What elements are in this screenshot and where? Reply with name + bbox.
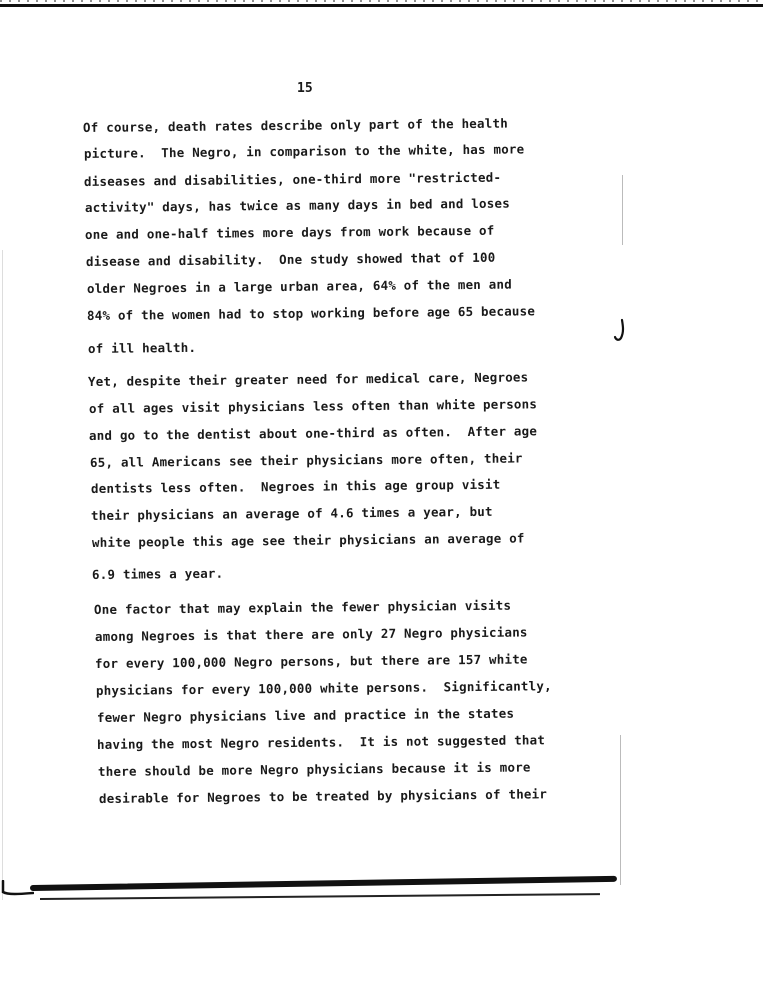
- text-line: there should be more Negro physicians because it is more: [97, 759, 531, 779]
- scan-artifact-line: [2, 250, 3, 900]
- page-number: 15: [297, 81, 313, 96]
- text-line: 6.9 times a year.: [91, 565, 224, 582]
- text-line: of ill health.: [87, 339, 197, 356]
- text-line: 65, all Americans see their physicians more often, their: [89, 450, 523, 470]
- text-line: among Negroes is that there are only 27 Negro physicians: [94, 624, 528, 644]
- bottom-left-hook-mark-icon: [0, 880, 34, 898]
- text-line: Yet, despite their greater need for medical care, Negroes: [87, 369, 529, 389]
- text-line: 84% of the women had to stop working before age 65 because: [86, 303, 536, 323]
- margin-pen-mark-icon: [613, 318, 627, 344]
- scan-artifact-line: [620, 735, 621, 885]
- text-line: for every 100,000 Negro persons, but there are 157 white: [94, 651, 528, 671]
- text-line: One factor that may explain the fewer physician visits: [93, 597, 512, 617]
- text-line: having the most Negro residents. It is not suggested that: [96, 732, 546, 752]
- text-line: disease and disability. One study showed that of 100: [85, 249, 496, 269]
- text-line: white people this age see their physicians an average of: [91, 530, 525, 550]
- scan-artifact-line: [622, 175, 623, 245]
- text-line: picture. The Negro, in comparison to the white, has more: [83, 141, 525, 161]
- text-line: desirable for Negroes to be treated by physicians of their: [98, 786, 548, 806]
- text-line: activity" days, has twice as many days in bed and loses: [84, 195, 510, 215]
- text-line: physicians for every 100,000 white persons. Significantly,: [95, 678, 552, 698]
- text-line: older Negroes in a large urban area, 64% of the men and: [86, 276, 512, 296]
- text-line: dentists less often. Negroes in this age group visit: [90, 476, 501, 496]
- text-line: Of course, death rates describe only part of the health: [82, 115, 508, 135]
- text-line: their physicians an average of 4.6 times a year, but: [90, 503, 493, 523]
- text-line: diseases and disabilities, one-third more "restricted-: [83, 169, 502, 189]
- text-line: one and one-half times more days from work because of: [84, 222, 495, 242]
- text-line: fewer Negro physicians live and practice in the states: [96, 705, 515, 725]
- text-line: and go to the dentist about one-third as often. After age: [88, 423, 538, 443]
- text-line: of all ages visit physicians less often than white persons: [88, 396, 538, 416]
